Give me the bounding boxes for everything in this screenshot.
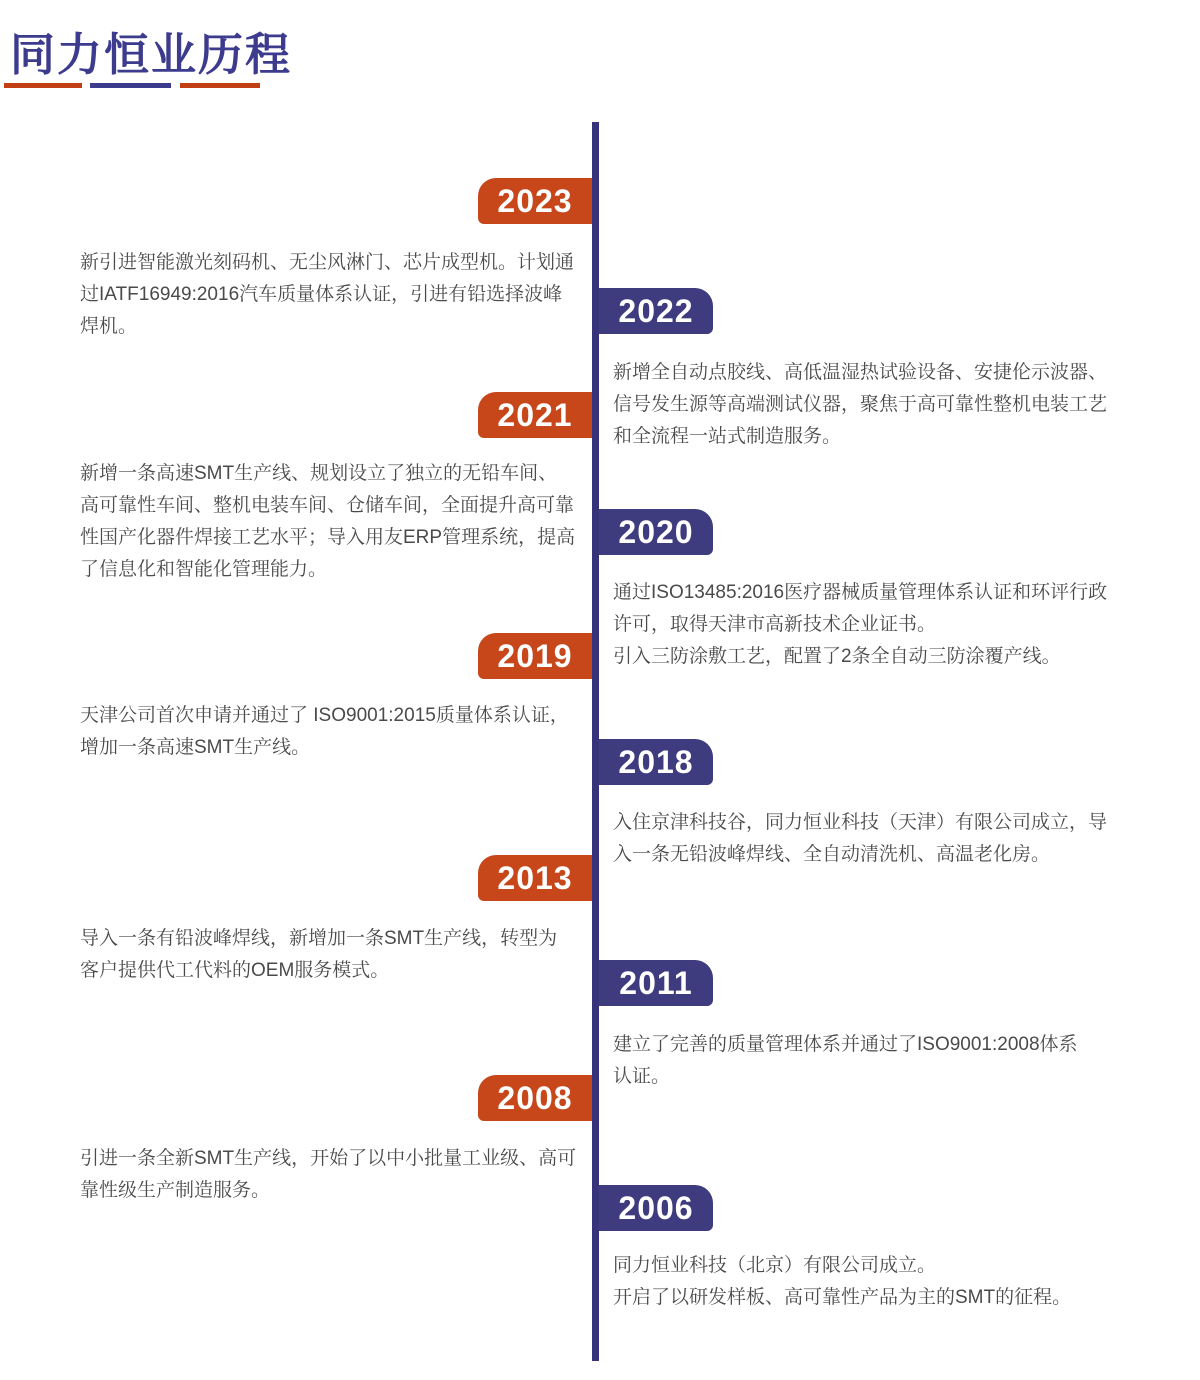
year-badge-2008: 2008 xyxy=(478,1075,592,1121)
milestone-text-2022: 新增全自动点胶线、高低温湿热试验设备、安捷伦示波器、 信号发生源等高端测试仪器，聚焦于高可靠性整机电装工艺 和全流程一站式制造服务。 xyxy=(613,362,1108,447)
page-title: 同力恒业历程 xyxy=(10,29,293,80)
milestone-text-2021: 新增一条高速SMT生产线、规划设立了独立的无铅车间、 高可靠性车间、整机电装车间、仓储车间，全面提升高可靠 性国产化器件焊接工艺水平；导入用友ERP管理系统，提高 了信息化和智能化管理能力。 xyxy=(80,463,576,580)
year-badge-2021: 2021 xyxy=(478,392,592,438)
milestone-text-2011: 建立了完善的质量管理体系并通过了ISO9001:2008体系 认证。 xyxy=(613,1034,1078,1087)
milestone-text-2006: 同力恒业科技（北京）有限公司成立。 开启了以研发样板、高可靠性产品为主的SMT的征程。 xyxy=(613,1255,1072,1308)
year-badge-2020: 2020 xyxy=(599,509,713,555)
milestone-text-2019: 天津公司首次申请并通过了 ISO9001:2015质量体系认证， 增加一条高速SMT生产线。 xyxy=(80,705,569,758)
year-badge-2023: 2023 xyxy=(478,178,592,224)
title-underline-bar-2 xyxy=(90,83,171,88)
year-badge-2018: 2018 xyxy=(599,739,713,785)
milestone-text-2008: 引进一条全新SMT生产线，开始了以中小批量工业级、高可 靠性级生产制造服务。 xyxy=(80,1148,577,1201)
year-badge-2011: 2011 xyxy=(599,960,713,1006)
year-badge-2006: 2006 xyxy=(599,1185,713,1231)
title-underline-bar-3 xyxy=(180,83,260,88)
milestone-text-2018: 入住京津科技谷，同力恒业科技（天津）有限公司成立，导 入一条无铅波峰焊线、全自动清洗机、高温老化房。 xyxy=(613,812,1108,865)
milestone-text-2013: 导入一条有铅波峰焊线，新增加一条SMT生产线，转型为 客户提供代工代料的OEM服务模式。 xyxy=(80,928,558,981)
milestone-text-2020: 通过ISO13485:2016医疗器械质量管理体系认证和环评行政 许可，取得天津市高新技术企业证书。 引入三防涂敷工艺，配置了2条全自动三防涂覆产线。 xyxy=(613,582,1108,667)
title-underline-bar-1 xyxy=(4,83,82,88)
year-badge-2022: 2022 xyxy=(599,288,713,334)
year-badge-2019: 2019 xyxy=(478,633,592,679)
year-badge-2013: 2013 xyxy=(478,855,592,901)
milestone-text-2023: 新引进智能激光刻码机、无尘风淋门、芯片成型机。计划通 过IATF16949:2016汽车质量体系认证，引进有铅选择波峰 焊机。 xyxy=(80,252,575,337)
